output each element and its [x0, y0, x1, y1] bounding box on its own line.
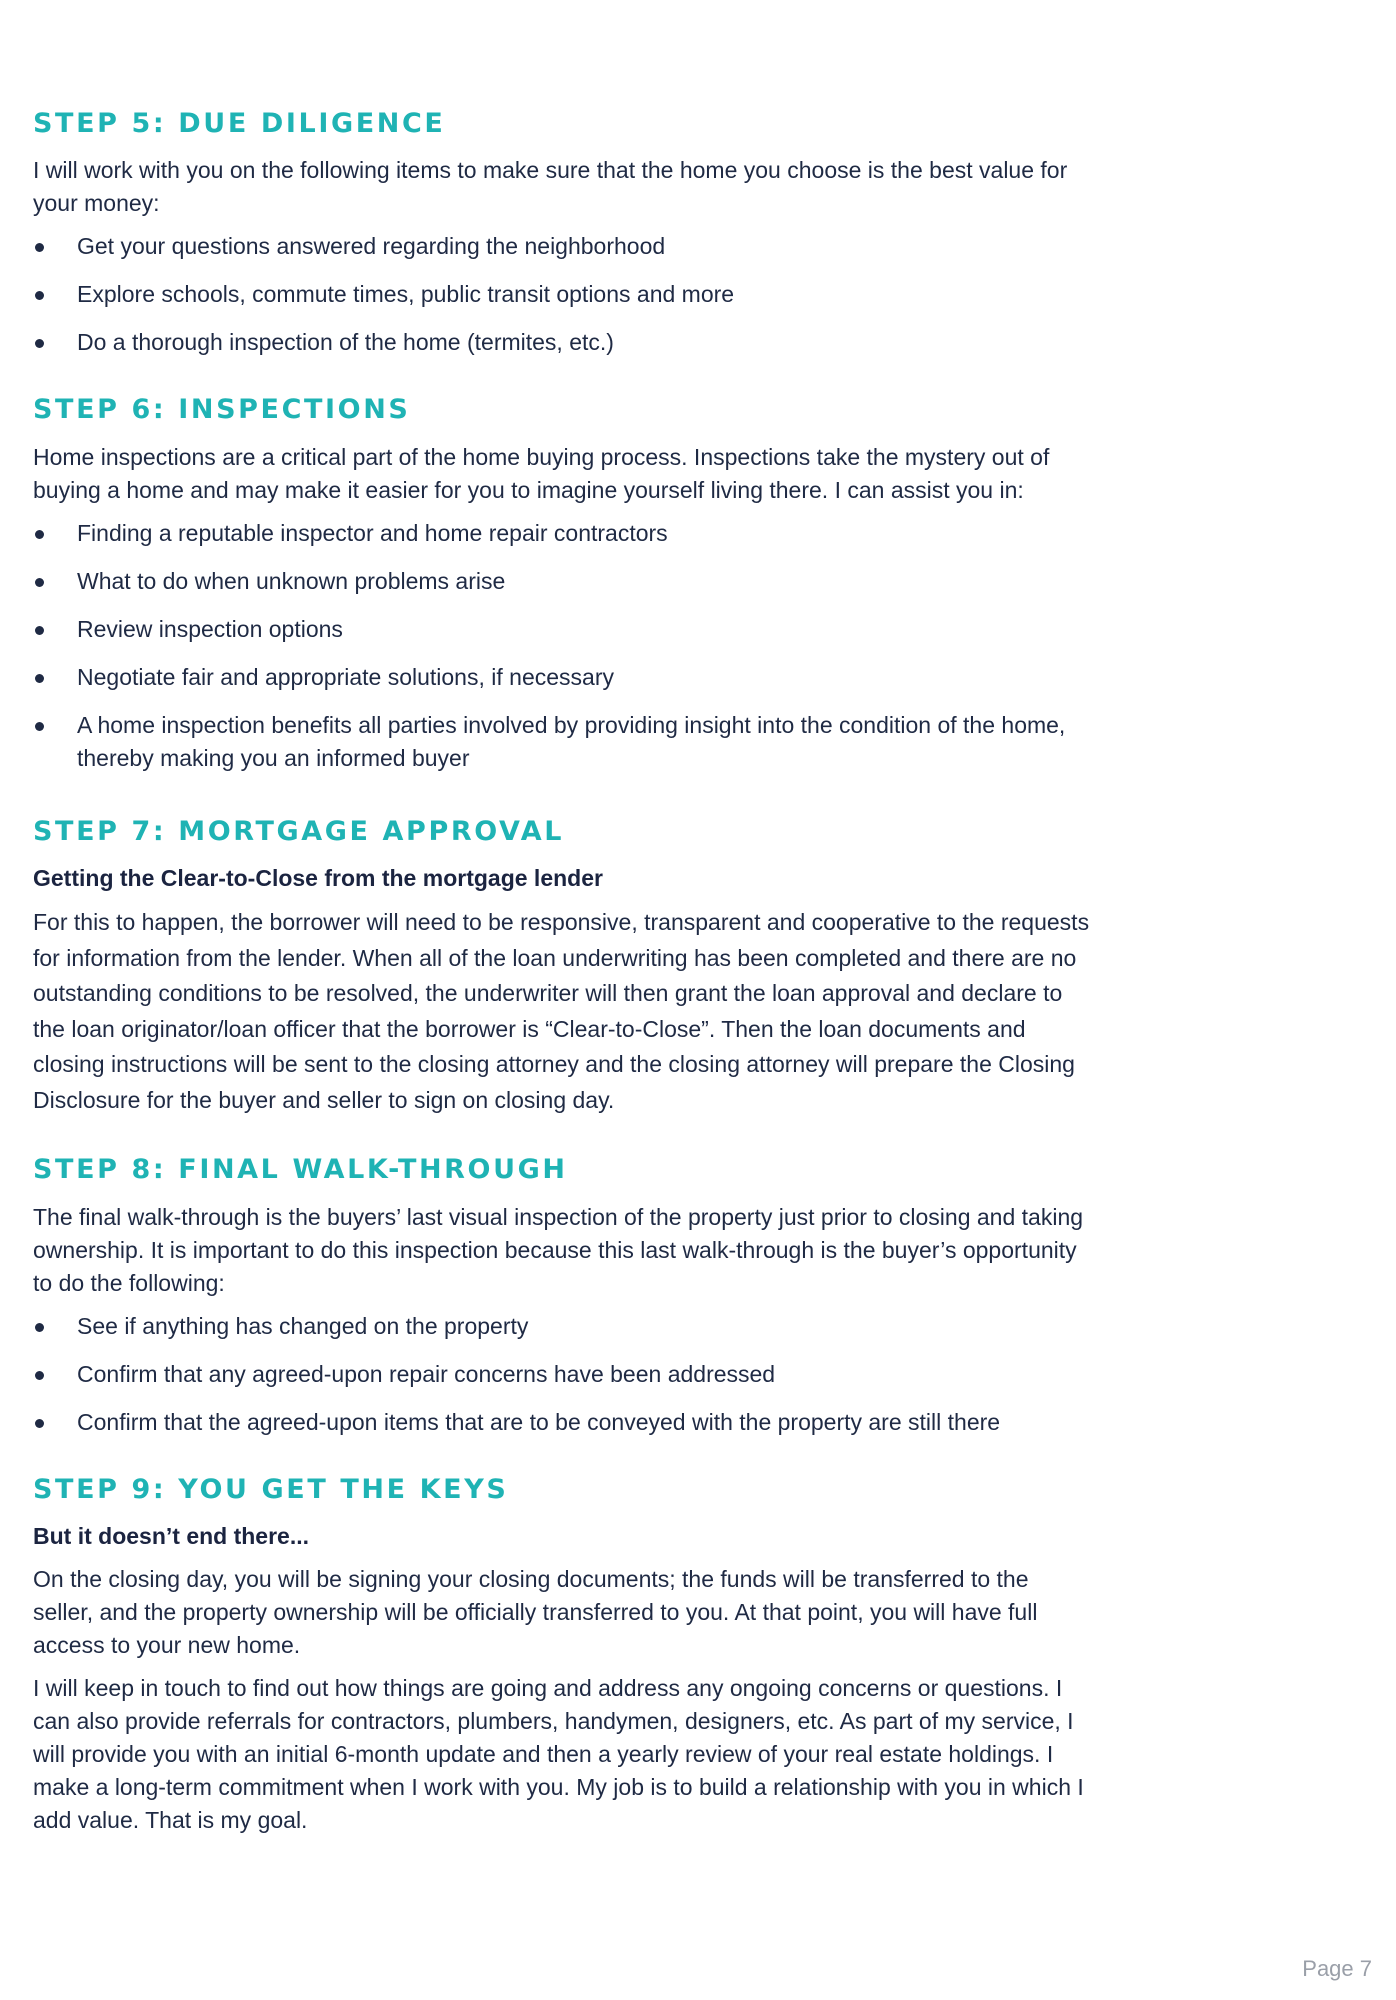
step-6-bullet-list	[33, 517, 1093, 775]
list-item-text: See if anything has changed on the property	[77, 1312, 529, 1339]
step-8-heading: STEP 8: FINAL WALK-THROUGH	[33, 1154, 568, 1186]
list-item-text: Confirm that any agreed-upon repair concerns have been addressed	[77, 1360, 776, 1387]
page-content	[33, 108, 1093, 1847]
bullet-icon	[35, 578, 44, 587]
bullet-icon	[35, 1419, 44, 1428]
list-item-text: Negotiate fair and appropriate solutions, if necessary	[77, 663, 614, 690]
step-5-intro: I will work with you on the following items to make sure that the home you choose is the best value for your money:	[33, 157, 1068, 217]
step-5-bullet-list	[33, 230, 1093, 359]
list-item	[33, 230, 1093, 263]
step-9-heading: STEP 9: YOU GET THE KEYS	[33, 1473, 509, 1505]
step-8-intro: The final walk-through is the buyers’ last visual inspection of the property just prior to closing and taking ownership. It is important to do this inspection because this last walk-through is the buyer’s opportunity to do the following:	[33, 1203, 1084, 1296]
step-9-section	[33, 1474, 1093, 1837]
step-8-section	[33, 1154, 1093, 1438]
list-item-text: Review inspection options	[77, 615, 343, 642]
bullet-icon	[35, 243, 44, 252]
list-item-text: Get your questions answered regarding the neighborhood	[77, 233, 666, 260]
list-item-text: Do a thorough inspection of the home (termites, etc.)	[77, 329, 614, 356]
step-5-section	[33, 108, 1093, 359]
step-7-body: For this to happen, the borrower will need to be responsive, transparent and cooperative to the requests for information from the lender. When all of the loan underwriting has been completed and there are no outstanding conditions to be resolved, the underwriter will then grant the loan approval and declare to the loan originator/loan officer that the borrower is “Clear-to-Close”. Then the loan documents and closing instructions will be sent to the closing attorney and the closing attorney will prepare the Closing Disclosure for the buyer and seller to sign on closing day.	[33, 909, 1090, 1113]
list-item	[33, 326, 1093, 359]
list-item-text: What to do when unknown problems arise	[77, 567, 506, 594]
bullet-icon	[35, 626, 44, 635]
list-item	[33, 517, 1093, 550]
bullet-icon	[35, 1371, 44, 1380]
step-5-heading: STEP 5: DUE DILIGENCE	[33, 108, 446, 139]
step-6-section	[33, 394, 1093, 774]
step-6-intro: Home inspections are a critical part of the home buying process. Inspections take the mystery out of buying a home and may make it easier for you to imagine yourself living there. I can assist you in:	[33, 443, 1050, 503]
step-8-bullet-list	[33, 1310, 1093, 1439]
step-9-body-1: On the closing day, you will be signing your closing documents; the funds will be transferred to the seller, and the property ownership will be officially transferred to you. At that point, you will have full access to your new home.	[33, 1565, 1038, 1658]
list-item	[33, 1406, 1093, 1439]
page-number: Page 7	[1302, 1956, 1372, 1981]
bullet-icon	[35, 339, 44, 348]
list-item-text: A home inspection benefits all parties involved by providing insight into the condition of the home, thereby making you an informed buyer	[77, 711, 1066, 771]
list-item	[33, 1358, 1093, 1391]
list-item	[33, 565, 1093, 598]
step-7-heading: STEP 7: MORTGAGE APPROVAL	[33, 815, 565, 847]
step-9-subheading: But it doesn’t end there...	[33, 1522, 310, 1549]
list-item	[33, 661, 1093, 694]
step-7-section	[33, 816, 1093, 1118]
bullet-icon	[35, 722, 44, 731]
list-item-text: Confirm that the agreed-upon items that are to be conveyed with the property are still there	[77, 1408, 1001, 1435]
step-6-heading: STEP 6: INSPECTIONS	[33, 394, 411, 426]
list-item	[33, 709, 1093, 775]
list-item-text: Finding a reputable inspector and home repair contractors	[77, 519, 668, 546]
list-item	[33, 613, 1093, 646]
bullet-icon	[35, 1323, 44, 1332]
list-item	[33, 1310, 1093, 1343]
step-7-subheading: Getting the Clear-to-Close from the mortgage lender	[33, 865, 603, 892]
bullet-icon	[35, 291, 44, 300]
list-item	[33, 278, 1093, 311]
bullet-icon	[35, 530, 44, 539]
list-item-text: Explore schools, commute times, public transit options and more	[77, 281, 735, 308]
bullet-icon	[35, 674, 44, 683]
step-9-body-2: I will keep in touch to find out how things are going and address any ongoing concerns or questions. I can also provide referrals for contractors, plumbers, handymen, designers, etc. As part of my service, I will provide you with an initial 6-month update and then a yearly review of your real estate holdings. I make a long-term commitment when I work with you. My job is to build a relationship with you in which I add value. That is my goal.	[33, 1674, 1084, 1833]
